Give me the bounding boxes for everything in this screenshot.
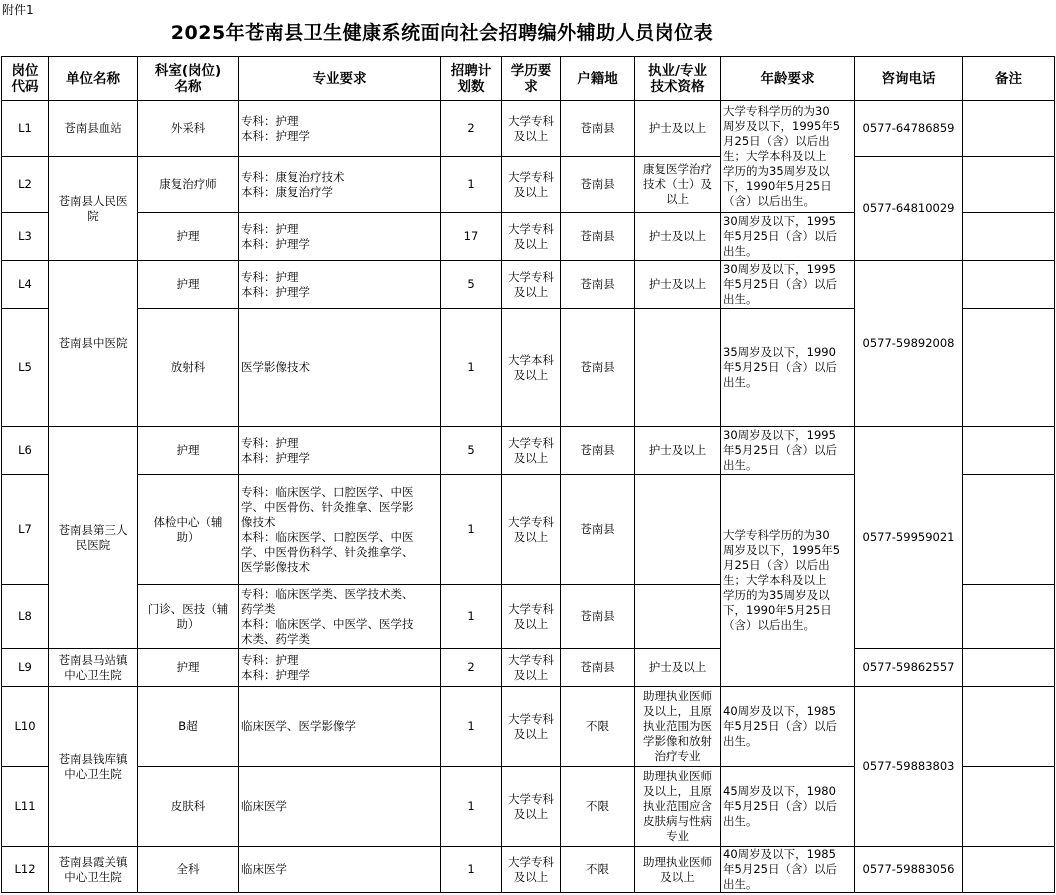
phone-cell: 0577-59892008 bbox=[855, 261, 963, 427]
major-requirement-cell: 专科：护理 本科：护理学 bbox=[239, 213, 441, 261]
residence-cell: 不限 bbox=[561, 847, 635, 893]
qualification-cell bbox=[635, 585, 721, 649]
header-phone: 咨询电话 bbox=[855, 57, 963, 101]
note-cell bbox=[963, 585, 1055, 649]
dept-name-cell: 放射科 bbox=[138, 309, 239, 427]
plan-count-cell: 5 bbox=[441, 427, 502, 475]
residence-cell: 苍南县 bbox=[561, 309, 635, 427]
residence-cell: 不限 bbox=[561, 767, 635, 847]
qualification-cell: 护士及以上 bbox=[635, 649, 721, 687]
qualification-cell: 护士及以上 bbox=[635, 261, 721, 309]
dept-name-cell: B超 bbox=[138, 687, 239, 767]
position-code-cell: L2 bbox=[2, 157, 49, 213]
phone-cell: 0577-59862557 bbox=[855, 649, 963, 687]
major-requirement-cell: 专科：临床医学类、医学技术类、 药学类 本科：临床医学、中医学、医学技 术类、药学类 bbox=[239, 585, 441, 649]
dept-name-cell: 皮肤科 bbox=[138, 767, 239, 847]
note-cell bbox=[963, 475, 1055, 585]
education-requirement-cell: 大学专科 及以上 bbox=[502, 213, 561, 261]
education-requirement-cell: 大学专科 及以上 bbox=[502, 101, 561, 157]
major-requirement-cell: 临床医学、医学影像学 bbox=[239, 687, 441, 767]
header-plan: 招聘计 划数 bbox=[441, 57, 502, 101]
phone-cell: 0577-59959021 bbox=[855, 427, 963, 649]
qualification-cell: 护士及以上 bbox=[635, 427, 721, 475]
education-requirement-cell: 大学专科 及以上 bbox=[502, 847, 561, 893]
qualification-cell: 护士及以上 bbox=[635, 101, 721, 157]
note-cell bbox=[963, 649, 1055, 687]
plan-count-cell: 1 bbox=[441, 157, 502, 213]
education-requirement-cell: 大学本科 及以上 bbox=[502, 309, 561, 427]
note-cell bbox=[963, 309, 1055, 427]
education-requirement-cell: 大学专科 及以上 bbox=[502, 475, 561, 585]
education-requirement-cell: 大学专科 及以上 bbox=[502, 649, 561, 687]
note-cell bbox=[963, 427, 1055, 475]
header-unit: 单位名称 bbox=[49, 57, 138, 101]
table-row bbox=[2, 847, 1055, 893]
note-cell bbox=[963, 101, 1055, 157]
education-requirement-cell: 大学专科 及以上 bbox=[502, 427, 561, 475]
phone-cell: 0577-59883056 bbox=[855, 847, 963, 893]
position-code-cell: L3 bbox=[2, 213, 49, 261]
education-requirement-cell: 大学专科 及以上 bbox=[502, 767, 561, 847]
qualification-cell: 康复医学治疗 技术（士）及 以上 bbox=[635, 157, 721, 213]
residence-cell: 苍南县 bbox=[561, 585, 635, 649]
position-code-cell: L10 bbox=[2, 687, 49, 767]
residence-cell: 苍南县 bbox=[561, 261, 635, 309]
qualification-cell: 护士及以上 bbox=[635, 213, 721, 261]
position-code-cell: L12 bbox=[2, 847, 49, 893]
residence-cell: 不限 bbox=[561, 687, 635, 767]
table-row bbox=[2, 687, 1055, 767]
header-edu: 学历要 求 bbox=[502, 57, 561, 101]
age-cell: 30周岁及以下，1995 年5月25日（含）以后 出生。 bbox=[721, 213, 855, 261]
plan-count-cell: 2 bbox=[441, 649, 502, 687]
education-requirement-cell: 大学专科 及以上 bbox=[502, 157, 561, 213]
unit-cell: 苍南县第三人 民医院 bbox=[49, 427, 138, 649]
major-requirement-cell: 专科：护理 本科：护理学 bbox=[239, 101, 441, 157]
age-cell: 40周岁及以下，1985 年5月25日（含）以后 出生。 bbox=[721, 847, 855, 893]
unit-cell: 苍南县人民医 院 bbox=[49, 157, 138, 261]
position-code-cell: L8 bbox=[2, 585, 49, 649]
note-cell bbox=[963, 767, 1055, 847]
note-cell bbox=[963, 847, 1055, 893]
header-note: 备注 bbox=[963, 57, 1055, 101]
position-code-cell: L9 bbox=[2, 649, 49, 687]
note-cell bbox=[963, 261, 1055, 309]
plan-count-cell: 17 bbox=[441, 213, 502, 261]
age-cell: 30周岁及以下，1995 年5月25日（含）以后 出生。 bbox=[721, 427, 855, 475]
dept-name-cell: 护理 bbox=[138, 261, 239, 309]
plan-count-cell: 1 bbox=[441, 687, 502, 767]
age-cell: 40周岁及以下，1985 年5月25日（含）以后 出生。 bbox=[721, 687, 855, 767]
age-cell: 大学专科学历的为30 周岁及以下，1995年5 月25日（含）以后出 生；大学本科及以上 学历的为35周岁及以 下，1990年5月25日 （含）以后出生。 bbox=[721, 101, 855, 213]
position-code-cell: L1 bbox=[2, 101, 49, 157]
phone-cell: 0577-59883803 bbox=[855, 687, 963, 847]
residence-cell: 苍南县 bbox=[561, 157, 635, 213]
residence-cell: 苍南县 bbox=[561, 101, 635, 157]
residence-cell: 苍南县 bbox=[561, 213, 635, 261]
position-code-cell: L7 bbox=[2, 475, 49, 585]
age-cell: 45周岁及以下，1980 年5月25日（含）以后 出生。 bbox=[721, 767, 855, 847]
position-code-cell: L5 bbox=[2, 309, 49, 427]
position-code-cell: L11 bbox=[2, 767, 49, 847]
age-cell: 大学专科学历的为30 周岁及以下，1995年5 月25日（含）以后出 生；大学本科及以上 学历的为35周岁及以 下，1990年5月25日 （含）以后出生。 bbox=[721, 475, 855, 687]
plan-count-cell: 1 bbox=[441, 309, 502, 427]
header-dept: 科室(岗位) 名称 bbox=[138, 57, 239, 101]
plan-count-cell: 1 bbox=[441, 475, 502, 585]
plan-count-cell: 1 bbox=[441, 585, 502, 649]
dept-name-cell: 外采科 bbox=[138, 101, 239, 157]
positions-table bbox=[1, 56, 1055, 893]
page-title: 2025年苍南县卫生健康系统面向社会招聘编外辅助人员岗位表 bbox=[170, 22, 714, 44]
major-requirement-cell: 专科：护理 本科：护理学 bbox=[239, 261, 441, 309]
qualification-cell: 助理执业医师 及以上 bbox=[635, 847, 721, 893]
unit-cell: 苍南县马站镇 中心卫生院 bbox=[49, 649, 138, 687]
residence-cell: 苍南县 bbox=[561, 475, 635, 585]
residence-cell: 苍南县 bbox=[561, 649, 635, 687]
unit-cell: 苍南县中医院 bbox=[49, 261, 138, 427]
unit-cell: 苍南县血站 bbox=[49, 101, 138, 157]
table-row bbox=[2, 427, 1055, 475]
qualification-cell bbox=[635, 475, 721, 585]
note-cell bbox=[963, 213, 1055, 261]
position-code-cell: L6 bbox=[2, 427, 49, 475]
major-requirement-cell: 专科：康复治疗技术 本科：康复治疗学 bbox=[239, 157, 441, 213]
header-qual: 执业/专业 技术资格 bbox=[635, 57, 721, 101]
major-requirement-cell: 专科：护理 本科：护理学 bbox=[239, 427, 441, 475]
header-major: 专业要求 bbox=[239, 57, 441, 101]
attachment-label: 附件1 bbox=[2, 3, 34, 17]
dept-name-cell: 门诊、医技（辅 助） bbox=[138, 585, 239, 649]
dept-name-cell: 全科 bbox=[138, 847, 239, 893]
note-cell bbox=[963, 687, 1055, 767]
dept-name-cell: 护理 bbox=[138, 213, 239, 261]
dept-name-cell: 体检中心（辅 助） bbox=[138, 475, 239, 585]
plan-count-cell: 1 bbox=[441, 847, 502, 893]
plan-count-cell: 5 bbox=[441, 261, 502, 309]
unit-cell: 苍南县霞关镇 中心卫生院 bbox=[49, 847, 138, 893]
header-row bbox=[2, 57, 1055, 101]
plan-count-cell: 2 bbox=[441, 101, 502, 157]
header-huji: 户籍地 bbox=[561, 57, 635, 101]
qualification-cell: 助理执业医师 及以上，且原 执业范围应含 皮肤病与性病 专业 bbox=[635, 767, 721, 847]
residence-cell: 苍南县 bbox=[561, 427, 635, 475]
qualification-cell bbox=[635, 309, 721, 427]
education-requirement-cell: 大学专科 及以上 bbox=[502, 585, 561, 649]
phone-cell: 0577-64786859 bbox=[855, 101, 963, 157]
phone-cell: 0577-64810029 bbox=[855, 157, 963, 261]
age-cell: 35周岁及以下，1990 年5月25日（含）以后 出生。 bbox=[721, 309, 855, 427]
age-cell: 30周岁及以下，1995 年5月25日（含）以后 出生。 bbox=[721, 261, 855, 309]
education-requirement-cell: 大学专科 及以上 bbox=[502, 261, 561, 309]
note-cell bbox=[963, 157, 1055, 213]
unit-cell: 苍南县钱库镇 中心卫生院 bbox=[49, 687, 138, 847]
dept-name-cell: 康复治疗师 bbox=[138, 157, 239, 213]
table-row bbox=[2, 649, 1055, 687]
dept-name-cell: 护理 bbox=[138, 427, 239, 475]
major-requirement-cell: 临床医学 bbox=[239, 847, 441, 893]
table-row bbox=[2, 261, 1055, 309]
major-requirement-cell: 专科：临床医学、口腔医学、中医 学、中医骨伤、针灸推拿、医学影 像技术 本科：临床医学、口腔医学、中医 学、中医骨伤科学、针灸推拿学、 医学影像技术 bbox=[239, 475, 441, 585]
table-row bbox=[2, 101, 1055, 157]
qualification-cell: 助理执业医师 及以上，且原 执业范围为医 学影像和放射 治疗专业 bbox=[635, 687, 721, 767]
education-requirement-cell: 大学专科 及以上 bbox=[502, 687, 561, 767]
position-code-cell: L4 bbox=[2, 261, 49, 309]
major-requirement-cell: 医学影像技术 bbox=[239, 309, 441, 427]
major-requirement-cell: 临床医学 bbox=[239, 767, 441, 847]
header-code: 岗位 代码 bbox=[2, 57, 49, 101]
dept-name-cell: 护理 bbox=[138, 649, 239, 687]
header-age: 年龄要求 bbox=[721, 57, 855, 101]
major-requirement-cell: 专科：护理 本科：护理学 bbox=[239, 649, 441, 687]
plan-count-cell: 1 bbox=[441, 767, 502, 847]
table-row bbox=[2, 157, 1055, 213]
